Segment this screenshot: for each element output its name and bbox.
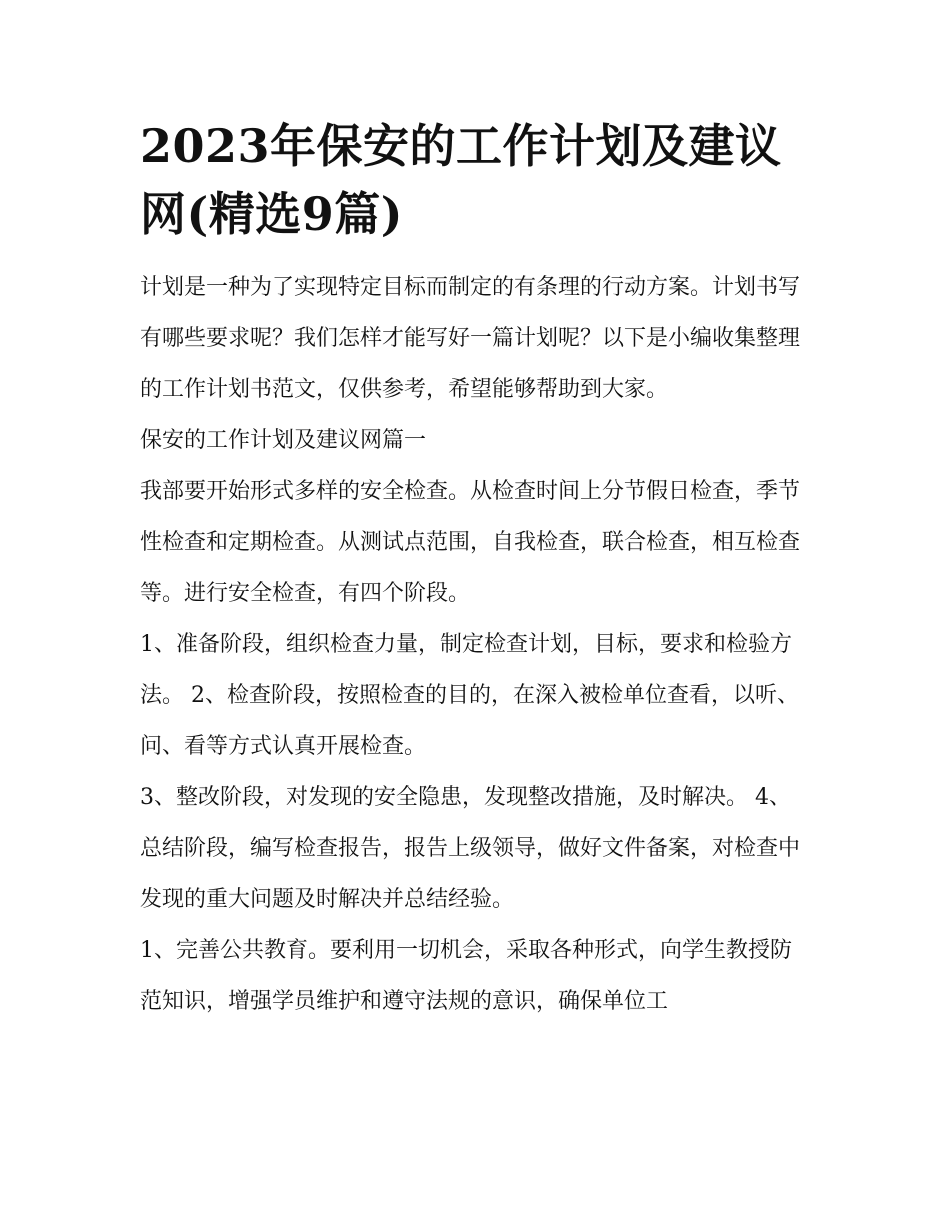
document-body	[140, 112, 812, 1027]
body-paragraph: 我部要开始形式多样的安全检查。从检查时间上分节假日检查，季节性检查和定期检查。从测试点范围，自我检查，联合检查，相互检查等。进行安全检查，有四个阶段。	[140, 479, 801, 606]
section-heading: 保安的工作计划及建议网篇一	[140, 428, 427, 453]
body-paragraph: 3、整改阶段，对发现的安全隐患，发现整改措施，及时解决。 4、总结阶段，编写检查报告，报告上级领导，做好文件备案，对检查中发现的重大问题及时解决并总结经验。	[140, 785, 801, 912]
document-title: 2023年保安的工作计划及建议网(精选9篇)	[140, 119, 782, 241]
body-paragraph: 1、完善公共教育。要利用一切机会，采取各种形式，向学生教授防范知识，增强学员维护和遵守法规的意识，确保单位工	[140, 938, 792, 1014]
body-paragraph: 1、准备阶段，组织检查力量，制定检查计划，目标，要求和检验方法。 2、检查阶段，按照检查的目的，在深入被检单位查看，以听、问、看等方式认真开展检查。	[140, 632, 799, 759]
intro-paragraph: 计划是一种为了实现特定目标而制定的有条理的行动方案。计划书写有哪些要求呢？我们怎样才能写好一篇计划呢？以下是小编收集整理的工作计划书范文，仅供参考，希望能够帮助到大家。	[140, 275, 801, 402]
